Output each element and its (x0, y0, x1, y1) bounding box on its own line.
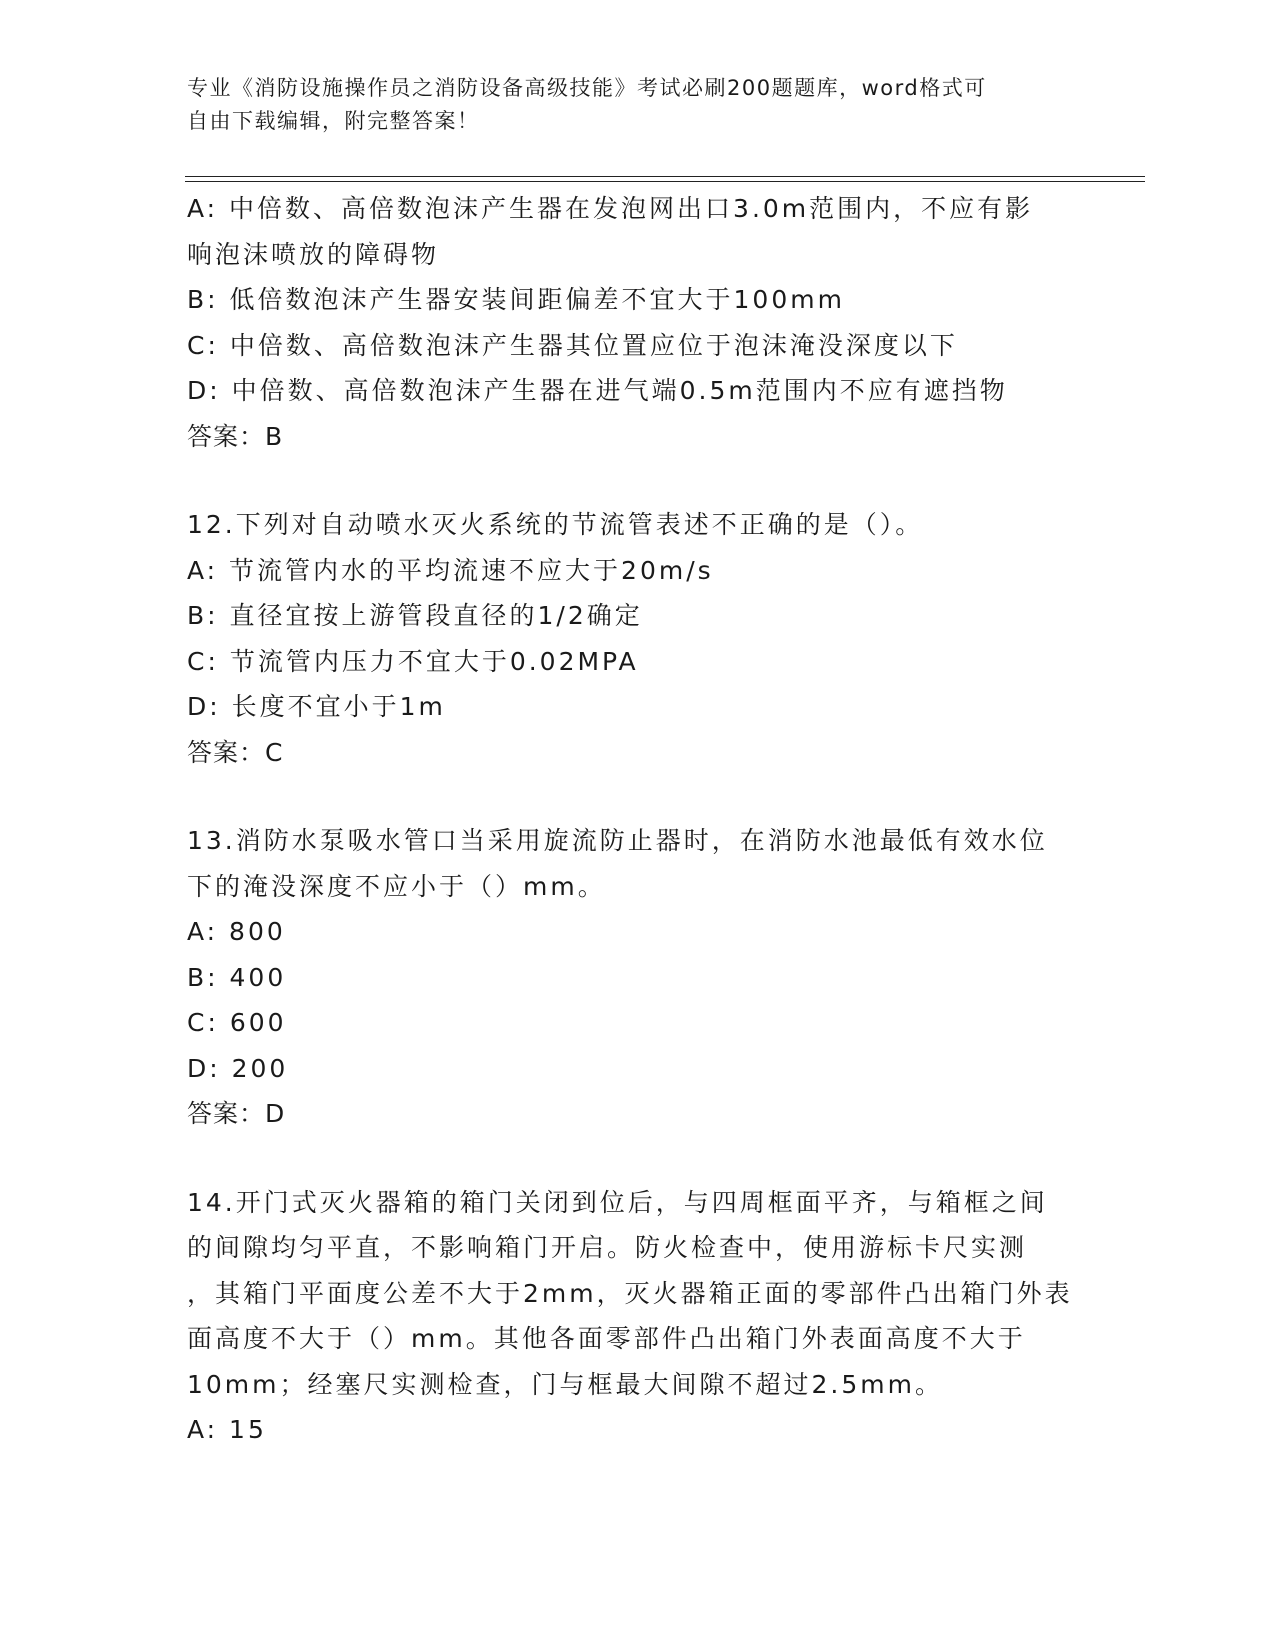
option-b: B: 400 (187, 962, 287, 992)
option-a-continued: 响泡沫喷放的障碍物 (187, 239, 440, 269)
option-c: C: 600 (187, 1008, 287, 1037)
document-header (187, 72, 1087, 138)
header-rule-bottom (185, 181, 1145, 182)
option-c: C: 节流管内压力不宜大于0.02MPA (187, 646, 639, 676)
spacer (187, 1137, 1087, 1180)
question-stem-line-4: 面高度不大于（）mm。其他各面零部件凸出箱门外表面高度不大于 (187, 1324, 1026, 1353)
option-c: C: 中倍数、高倍数泡沫产生器其位置应位于泡沫淹没深度以下 (187, 330, 958, 360)
answer-label: 答案：C (187, 737, 284, 767)
prev-question-block (187, 186, 1087, 459)
option-d: D: 200 (187, 1053, 289, 1083)
option-a: A: 中倍数、高倍数泡沫产生器在发泡网出口3.0m范围内，不应有影 (187, 194, 1034, 223)
question-stem-line-5: 10mm；经塞尺实测检查，门与框最大间隙不超过2.5mm。 (187, 1369, 943, 1399)
spacer (187, 775, 1087, 818)
option-a: A: 节流管内水的平均流速不应大于20m/s (187, 555, 714, 585)
option-a: A: 800 (187, 917, 286, 946)
question-stem-line-1: 13.消防水泵吸水管口当采用旋流防止器时，在消防水池最低有效水位 (187, 826, 1048, 855)
question-stem-line-2: 的间隙均匀平直，不影响箱门开启。防火检查中，使用游标卡尺实测 (187, 1233, 1028, 1262)
question-stem-line-2: 下的淹没深度不应小于（）mm。 (187, 871, 606, 901)
spacer (187, 459, 1087, 502)
header-rule-top (185, 176, 1145, 177)
option-b: B: 低倍数泡沫产生器安装间距偏差不宜大于100mm (187, 285, 845, 314)
question-12-block (187, 502, 1087, 775)
option-d: D: 长度不宜小于1m (187, 692, 446, 721)
document-body (187, 186, 1087, 1453)
header-line-2: 自由下载编辑，附完整答案！ (187, 109, 480, 133)
question-13-block (187, 818, 1087, 1137)
option-a: A: 15 (187, 1415, 267, 1444)
answer-label: 答案：D (187, 1099, 286, 1128)
option-d: D: 中倍数、高倍数泡沫产生器在进气端0.5m范围内不应有遮挡物 (187, 376, 1008, 405)
header-line-1: 专业《消防设施操作员之消防设备高级技能》考试必刷200题题库，word格式可 (187, 76, 987, 100)
answer-label: 答案：B (187, 421, 284, 451)
question-14-block (187, 1180, 1087, 1453)
question-stem-line-3: ，其箱门平面度公差不大于2mm，灭火器箱正面的零部件凸出箱门外表 (187, 1278, 1073, 1308)
question-stem: 12.下列对自动喷水灭火系统的节流管表述不正确的是（）。 (187, 510, 924, 539)
option-b: B: 直径宜按上游管段直径的1/2确定 (187, 601, 643, 630)
question-stem-line-1: 14.开门式灭火器箱的箱门关闭到位后，与四周框面平齐，与箱框之间 (187, 1187, 1048, 1217)
